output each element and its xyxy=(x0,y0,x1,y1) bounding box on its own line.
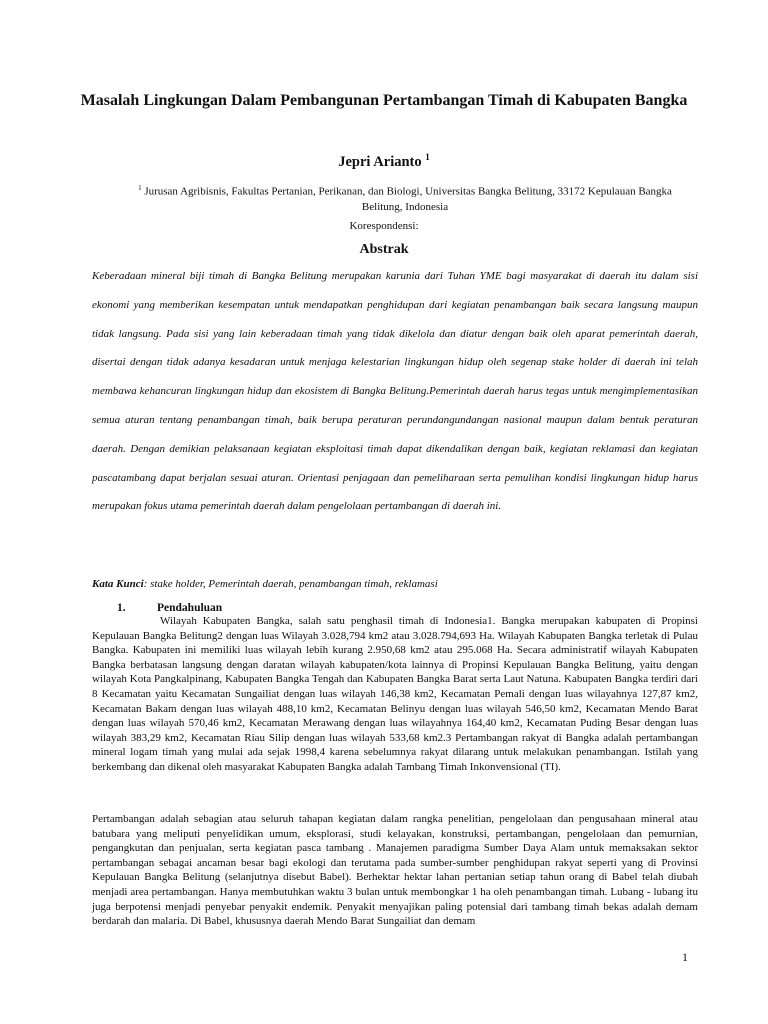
section-title: Pendahuluan xyxy=(157,602,223,614)
abstract-text: Keberadaan mineral biji timah di Bangka Belitung merupakan karunia dari Tuhan YME bagi masyarakat di daerah itu dalam sisi ekonomi yang memberikan kesempatan untuk mendapatkan penghidupan dari kegiatan penambangan baik secara langsung maupun tidak langsung. Pada sisi yang lain keberadaan timah yang tidak dikelola dan diatur dengan baik oleh aparat pemerintah daerah, disertai dengan tidak adanya kesadaran untuk menjaga kelestarian lingkungan hidup oleh segenap stake holder di daerah ini telah membawa kehancuran lingkungan hidup dan ekosistem di Bangka Belitung.Pemerintah daerah harus tegas untuk mengimplementasikan semua aturan tentang penambangan timah, baik berupa peraturan perundangundangan nasional maupun dalam bentuk peraturan daerah. Dengan demikian pelaksanaan kegiatan eksploitasi timah dapat dikendalikan dengan baik, kegiatan reklamasi dan kegiatan pascatambang dapat berjalan sesuai aturan. Orientasi penjagaan dan pemeliharaan serta pemulihan kondisi lingkungan hidup harus merupakan fokus utama pemerintah daerah dalam pengelolaan pertambangan di daerah ini. xyxy=(92,270,698,513)
author-superscript: 1 xyxy=(425,152,430,162)
paper-title: Masalah Lingkungan Dalam Pembangunan Pertambangan Timah di Kabupaten Bangka xyxy=(80,92,688,109)
keywords-line xyxy=(92,578,698,590)
keywords-text: : stake holder, Pemerintah daerah, penambangan timah, reklamasi xyxy=(143,578,438,590)
section-number: 1. xyxy=(117,602,126,614)
section-heading xyxy=(117,602,222,614)
body-paragraph-2: Pertambangan adalah sebagian atau seluruh tahapan kegiatan dalam rangka penelitian, pengelolaan dan pengusahaan mineral atau batubara yang meliputi penyelidikan umum, eksplorasi, studi kelayakan, konstruksi, pertambangan, pengelolaan dan pemurnian, pengangkutan dan penjualan, serta kegiatan pasca tambang . Manajemen paradigma Sumber Daya Alam untuk memaksakan sektor pertambangan sebagai ancaman besar bagi ekologi dan terutama pada sumber-sumber penghidupan rakyat seperti yang di Provinsi Kepulauan Bangka Belitung (selanjutnya disebut Babel). Berhektar hektar lahan pertanian setiap tahun orang di Babel telah diubah menjadi area pertambangan. Hanya membutuhkan waktu 3 bulan untuk membongkar 1 ha oleh penambangan timah. Lubang - lubang itu juga berpotensi menjadi penyebar penyakit endemik. Penyakit menyajikan paling potensial dari tambang timah bekas adalah demam berdarah dan malaria. Di Babel, khususnya daerah Mendo Barat Sungailiat dan demam xyxy=(92,813,698,928)
affiliation-text: Jurusan Agribisnis, Fakultas Pertanian, Perikanan, dan Biologi, Universitas Bangka Belitung, 33172 Kepulauan Bangka Belitung, Indonesia xyxy=(144,185,672,213)
keywords-label: Kata Kunci xyxy=(92,578,144,590)
body-paragraph-1: Wilayah Kabupaten Bangka, salah satu penghasil timah di Indonesia1. Bangka merupakan kabupaten di Propinsi Kepulauan Bangka Belitung2 dengan luas Wilayah 3.028,794 km2 atau 3.028.794,693 Ha. Wilayah Kabupaten Bangka terletak di Pulau Bangka. Kabupaten ini memiliki luas wilayah lebih kurang 2.950,68 km2 atau 295.068 Ha. Secara administratif wilayah Kabupaten Bangka berbatasan langsung dengan daratan wilayah kabupaten/kota lainnya di Propinsi Kepulauan Bangka Belitung, yaitu dengan wilayah Kota Pangkalpinang, Kabupaten Bangka Tengah dan Kabupaten Bangka Barat serta Laut Natuna. Kabupaten Bangka terdiri dari 8 Kecamatan yaitu Kecamatan Sungailiat dengan luas wilayah 146,38 km2, Kecamatan Pemali dengan luas wilayahnya 127,87 km2, Kecamatan Bakam dengan luas wilayah 488,10 km2, Kecamatan Belinyu dengan luas wilayah 546,50 km2, Kecamatan Mendo Barat dengan luas wilayah 570,46 km2, Kecamatan Merawang dengan luas wilayahnya 164,40 km2, Kecamatan Puding Besar dengan luas wilayah 383,29 km2, Kecamatan Riau Silip dengan luas wilayah 533,68 km2.3 Pertambangan rakyat di Bangka adalah pertambangan mineral logam timah yang mulai ada sejak 1998,4 karena sebelumnya rakyat dilarang untuk melakukan penambangan. Istilah yang berkembang dan dikenal oleh masyarakat Kabupaten Bangka adalah Tambang Timah Inkonvensional (TI). xyxy=(92,615,698,773)
affiliation-superscript: 1 xyxy=(138,184,142,192)
correspondence: Korespondensi: xyxy=(349,220,419,232)
author-name: Jepri Arianto xyxy=(338,153,422,170)
abstract-heading: Abstrak xyxy=(359,242,409,257)
page-number: 1 xyxy=(682,950,688,964)
author-line xyxy=(0,152,768,171)
affiliation xyxy=(120,181,690,215)
